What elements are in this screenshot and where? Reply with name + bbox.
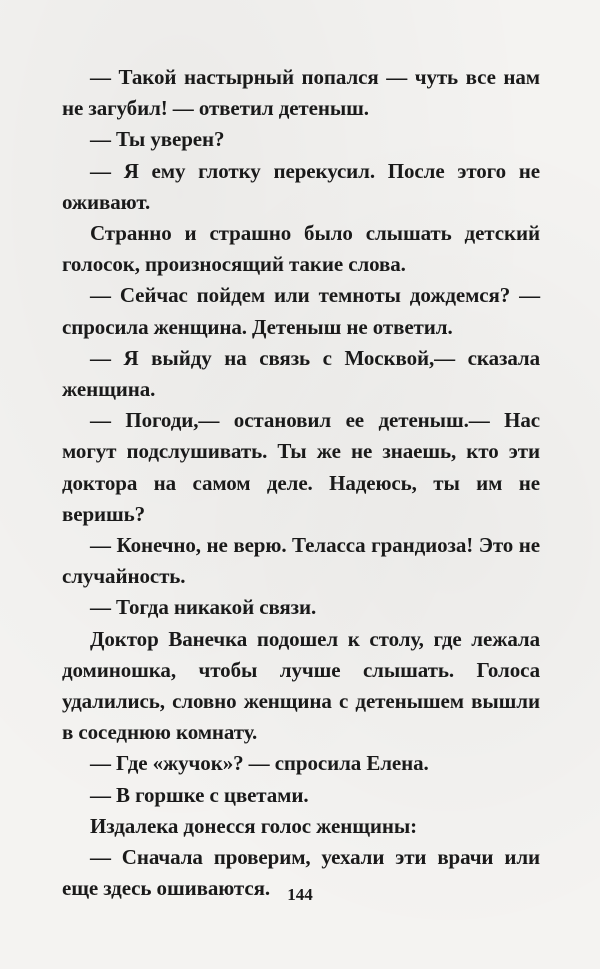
paragraph: — Ты уверен? [90,127,225,152]
paragraph: — Сейчас пойдем или темноты дождемся? — спросила женщина. Детеныш не ответил. [62,283,540,339]
paragraph: — Тогда никакой связи. [90,595,317,620]
page-number: 144 [287,885,313,904]
paragraph: Доктор Ванечка подошел к столу, где лежала доминошка, чтобы лучше слышать. Голоса удалились, словно женщина с детенышем вышли в соседнюю комнату. [62,626,540,745]
paragraph: — Сначала проверим, уехали эти врачи или еще здесь ошиваются. [62,845,540,901]
paragraph: Издалека донесся голос женщины: [90,813,418,838]
paragraph: — Где «жучок»? — спросила Елена. [90,751,429,776]
paragraph: — Конечно, не верю. Теласса грандиоза! Это не случайность. [62,533,540,589]
paragraph: — Такой настырный попался — чуть все нам не загубил! — ответил детеныш. [62,65,540,121]
paragraph: — В горшке с цветами. [90,782,309,807]
paragraph: Странно и страшно было слышать детский голосок, произносящий такие слова. [62,221,540,277]
paragraph: — Я выйду на связь с Москвой,— сказала женщина. [62,345,540,402]
page-text [62,62,540,904]
paragraph: — Погоди,— остановил ее детеныш.— Нас могут подслушивать. Ты же не знаешь, кто эти доктора на самом деле. Надеюсь, ты им не веришь? [62,408,540,526]
paragraph: — Я ему глотку перекусил. После этого не оживают. [62,158,540,214]
